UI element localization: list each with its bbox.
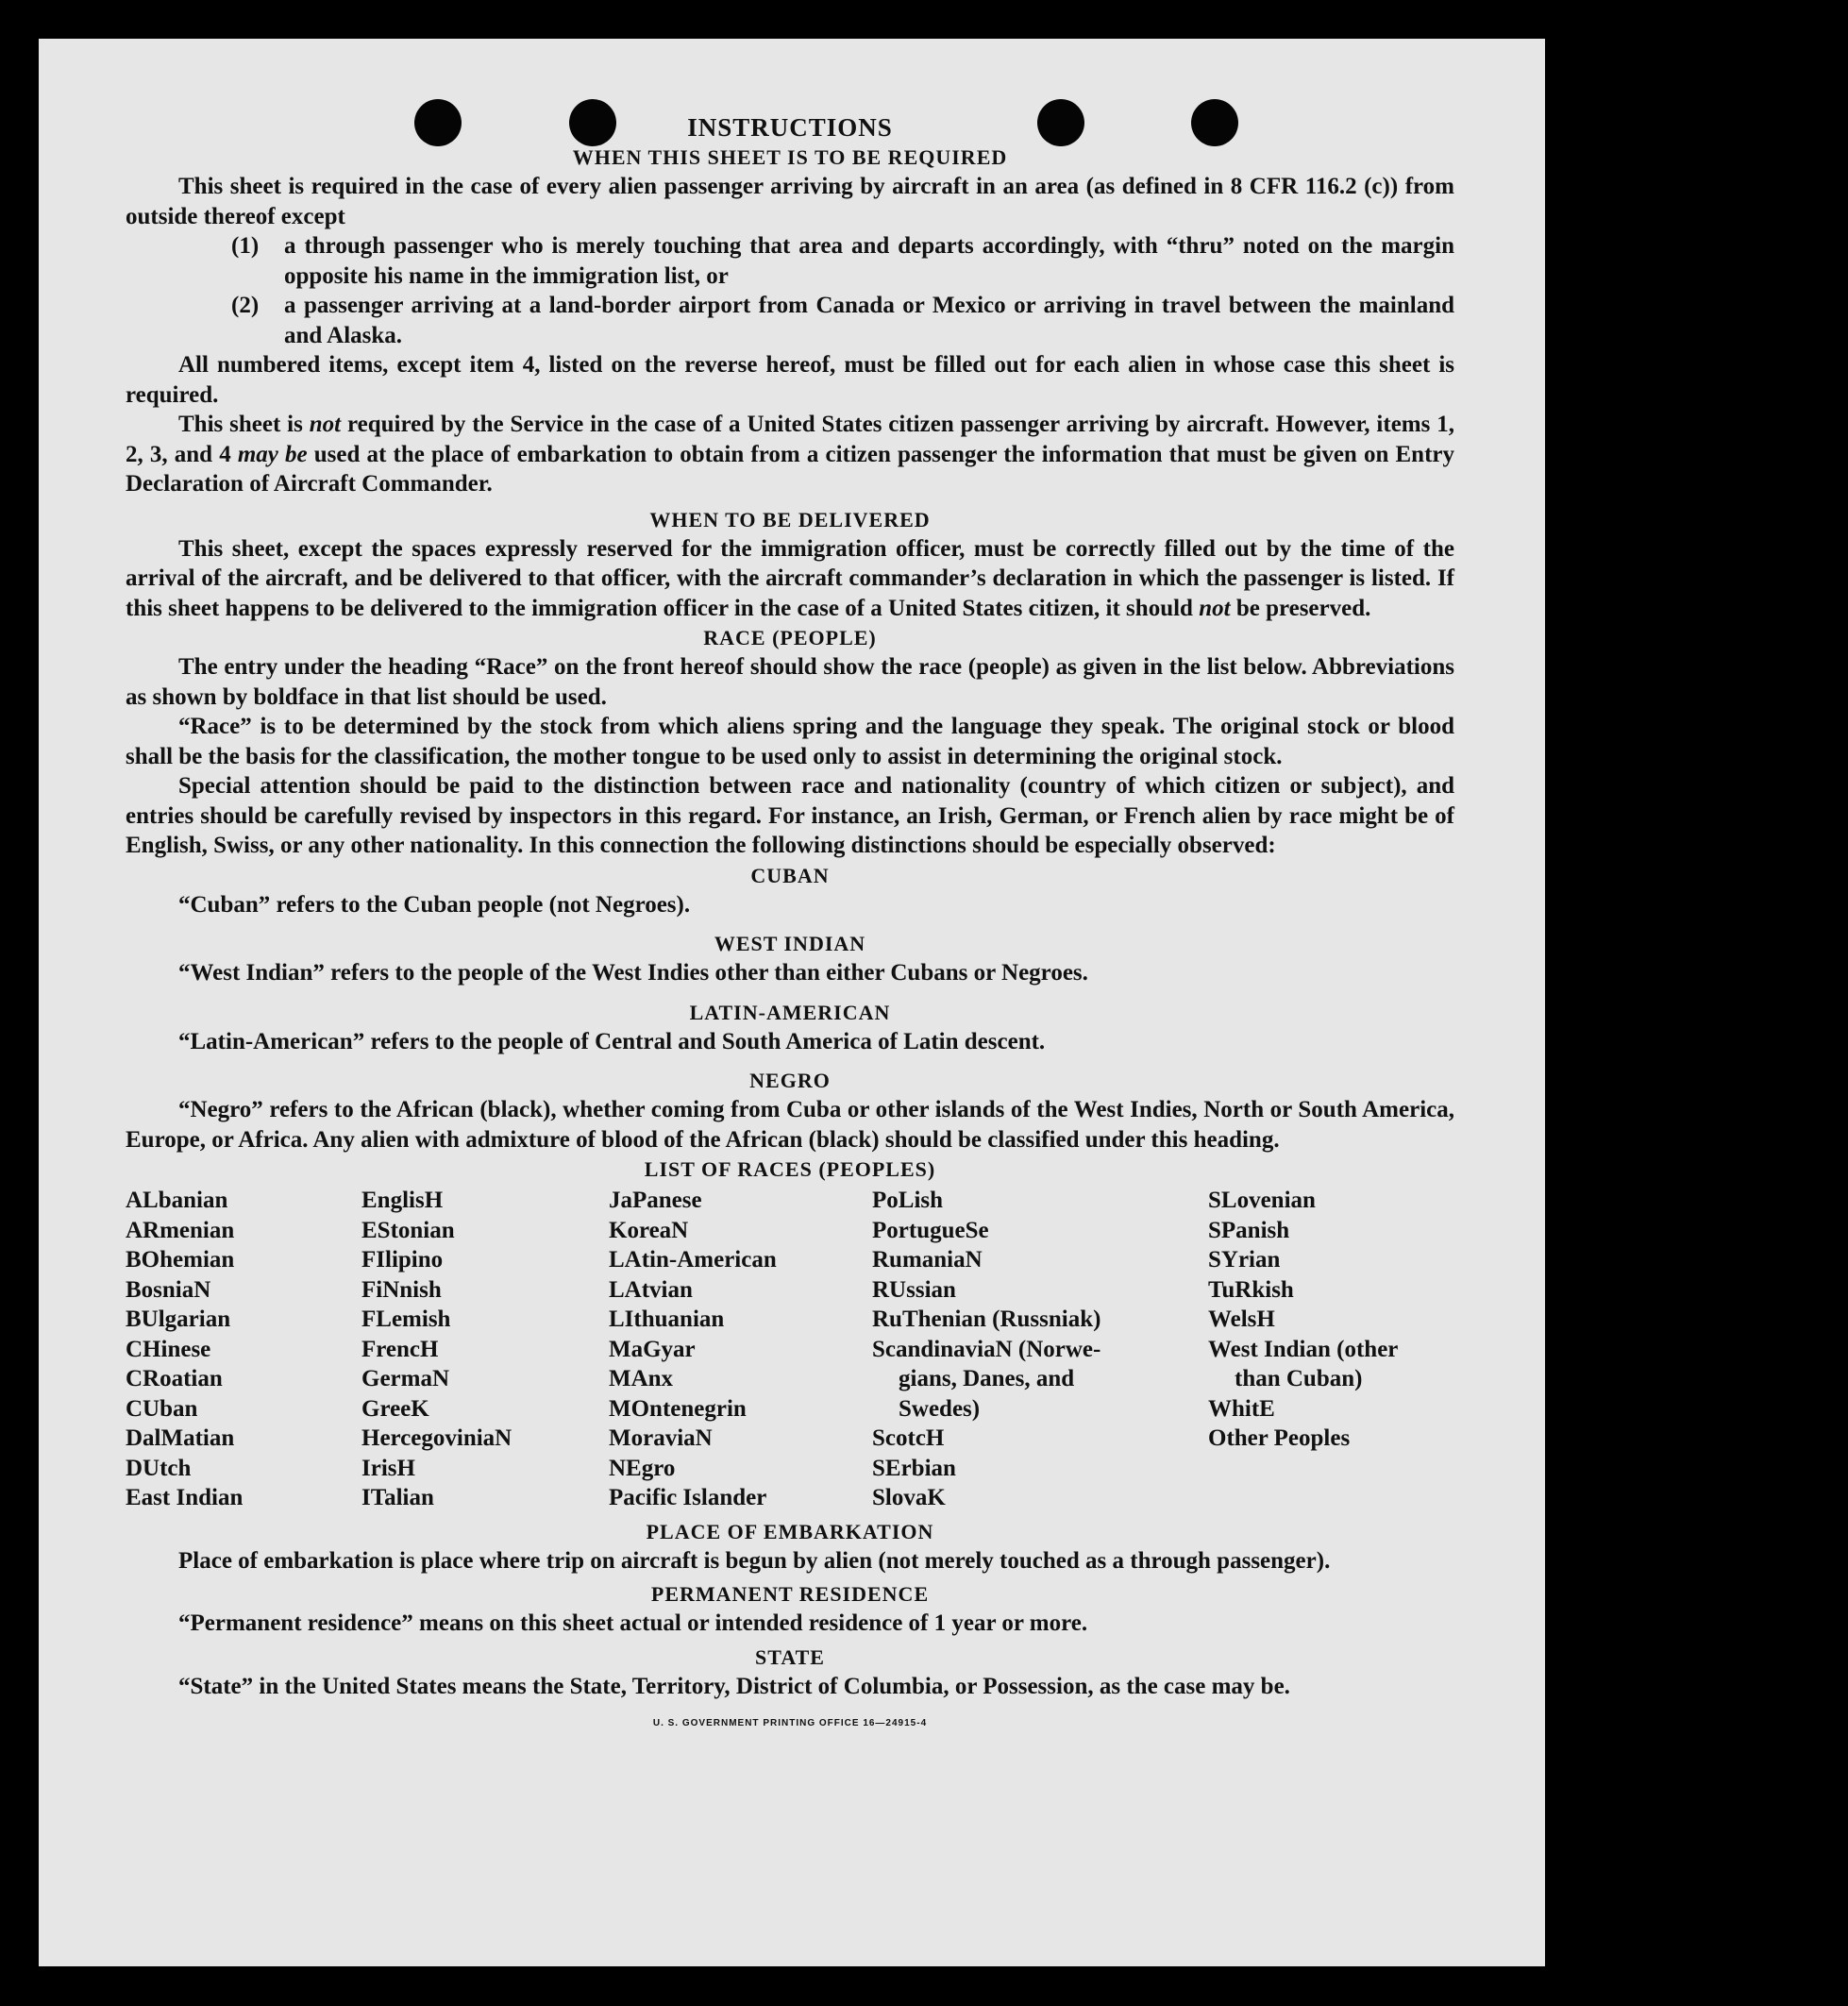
race-item: CRoatian (126, 1366, 223, 1391)
text-run: be preserved. (1230, 595, 1371, 621)
section-heading-residence: PERMANENT RESIDENCE (650, 1582, 930, 1606)
exception-item (126, 291, 1454, 350)
race-item: MoraviaN (609, 1425, 713, 1451)
race-item: BUlgarian (126, 1306, 231, 1332)
paragraph: “Permanent residence” means on this sheet actual or intended residence of 1 year or more. (178, 1610, 1088, 1636)
race-item: LAtvian (609, 1276, 693, 1303)
race-item: SErbian (872, 1455, 956, 1481)
race-item: ScandinaviaN (Norwe- (872, 1336, 1101, 1362)
race-item: EStonian (361, 1217, 455, 1243)
item-text: a passenger arriving at a land-border airport from Canada or Mexico or arriving in travel between the mainland and Alaska. (284, 293, 1454, 348)
race-item: RumaniaN (872, 1247, 983, 1273)
section-heading-cuban: CUBAN (750, 863, 830, 887)
emphasis: may be (237, 441, 308, 467)
paragraph: “West Indian” refers to the people of the West Indies other than either Cubans or Negroes. (178, 960, 1088, 986)
race-item: than Cuban) (1235, 1366, 1363, 1391)
race-column (126, 1186, 361, 1513)
paragraph: “Cuban” refers to the Cuban people (not Negroes). (178, 891, 691, 918)
paragraph: All numbered items, except item 4, listed on the reverse hereof, must be filled out for each alien in whose case this sheet is required. (126, 352, 1454, 408)
race-item: BosniaN (126, 1276, 211, 1303)
race-item: WhitE (1208, 1395, 1275, 1422)
section-heading-state: STATE (755, 1644, 825, 1669)
race-item: SLovenian (1208, 1188, 1316, 1213)
race-item: BOhemian (126, 1247, 235, 1273)
race-column (361, 1186, 609, 1513)
paragraph: The entry under the heading “Race” on the front hereof should show the race (people) as given in the list below. Abbreviations as shown by boldface in that list should be used. (126, 654, 1454, 710)
race-column (609, 1186, 872, 1513)
race-column (872, 1186, 1208, 1513)
race-item: ALbanian (126, 1188, 228, 1213)
text-run: This sheet is (178, 412, 310, 437)
race-item: MOntenegrin (609, 1395, 747, 1422)
race-list (126, 1186, 1454, 1513)
race-column (1208, 1186, 1454, 1513)
race-item: DalMatian (126, 1425, 235, 1451)
race-item: SYrian (1208, 1247, 1281, 1273)
text-run: This sheet, except the spaces expressly reserved for the immigration officer, must be correctly filled out by the time of the arrival of the aircraft, and be delivered to that officer, with the aircraft commander’s declaration in which the passenger is listed. If this sheet happens to be delivered to the immigration officer in the case of a United States citizen, it should (126, 535, 1454, 621)
item-number: (1) (231, 233, 260, 259)
text-run: used at the place of embarkation to obtain from a citizen passenger the information that must be given on Entry Declaration of Aircraft Commander. (126, 441, 1454, 497)
race-item: NEgro (609, 1455, 676, 1481)
instructions-content (126, 112, 1454, 1728)
race-item: DUtch (126, 1455, 192, 1481)
race-item: JaPanese (609, 1188, 702, 1213)
race-item: Other Peoples (1208, 1425, 1351, 1451)
paragraph: Special attention should be paid to the distinction between race and nationality (country of which citizen or subject), and entries should be carefully revised by inspectors in this regard. For instance, an Irish, German, or French alien by race might be of English, Swiss, or any other nationality. In this connection the following distinctions should be especially observed: (126, 773, 1454, 858)
race-item: PortugueSe (872, 1217, 989, 1243)
item-text: a through passenger who is merely touching that area and departs accordingly, with “thru” noted on the margin opposite his name in the immigration list, or (284, 233, 1454, 289)
section-heading-race: RACE (PEOPLE) (703, 626, 877, 649)
race-item: EnglisH (361, 1188, 444, 1213)
race-item: SPanish (1208, 1217, 1290, 1243)
race-item: FLemish (361, 1306, 451, 1332)
paragraph (126, 410, 1454, 499)
race-item: LIthuanian (609, 1306, 725, 1332)
race-item: FrencH (361, 1336, 439, 1362)
race-item: CUban (126, 1395, 198, 1422)
race-item: LAtin-American (609, 1247, 777, 1273)
exception-item (126, 231, 1454, 291)
race-item: GreeK (361, 1395, 429, 1422)
paragraph: “Negro” refers to the African (black), whether coming from Cuba or other islands of the West Indies, North or South America, Europe, or Africa. Any alien with admixture of blood of the African (black) should be classified under this heading. (126, 1097, 1454, 1153)
race-item: RuThenian (Russniak) (872, 1306, 1101, 1332)
paragraph (126, 534, 1454, 624)
race-item: West Indian (other (1208, 1336, 1399, 1362)
paragraph: This sheet is required in the case of every alien passenger arriving by aircraft in an area (as defined in 8 CFR 116.2 (c)) from outside thereof except (126, 174, 1454, 229)
section-heading-race-list: LIST OF RACES (PEOPLES) (644, 1157, 936, 1181)
race-item: Swedes) (899, 1395, 981, 1422)
race-item: KoreaN (609, 1217, 689, 1243)
race-item: SlovaK (872, 1485, 946, 1510)
emphasis: not (1199, 595, 1231, 621)
section-heading-delivered: WHEN TO BE DELIVERED (649, 507, 931, 531)
paragraph: “Race” is to be determined by the stock from which aliens spring and the language they speak. The original stock or blood shall be the basis for the classification, the mother tongue to be used only to assist in determining the original stock. (126, 714, 1454, 769)
race-item: HercegoviniaN (361, 1425, 512, 1451)
race-item: TuRkish (1208, 1276, 1294, 1303)
item-number: (2) (231, 293, 260, 318)
race-item: MaGyar (609, 1336, 696, 1362)
race-item: gians, Danes, and (899, 1366, 1075, 1391)
race-item: Pacific Islander (609, 1485, 767, 1510)
section-heading-negro: NEGRO (749, 1069, 831, 1092)
race-item: GermaN (361, 1366, 450, 1391)
race-item: FiNnish (361, 1276, 442, 1303)
race-item: MAnx (609, 1366, 674, 1391)
section-heading-required: WHEN THIS SHEET IS TO BE REQUIRED (572, 145, 1008, 169)
section-heading-west-indian: WEST INDIAN (714, 932, 866, 955)
paragraph: “Latin-American” refers to the people of Central and South America of Latin descent. (178, 1028, 1046, 1054)
race-item: ARmenian (126, 1217, 235, 1243)
page-title: INSTRUCTIONS (687, 113, 893, 142)
race-item: FIlipino (361, 1247, 444, 1273)
section-heading-embarkation: PLACE OF EMBARKATION (646, 1519, 934, 1543)
paragraph: “State” in the United States means the State, Territory, District of Columbia, or Possession, as the case may be. (178, 1673, 1290, 1699)
race-item: WelsH (1208, 1306, 1275, 1332)
section-heading-latin-american: LATIN-AMERICAN (689, 1000, 891, 1024)
race-item: ITalian (361, 1485, 434, 1510)
race-item: East Indian (126, 1485, 244, 1510)
race-item: ScotcH (872, 1425, 945, 1451)
race-item: RUssian (872, 1276, 956, 1303)
text-run: required by the Service in the case of a United States citizen passenger arriving by aircraft. However, items 1, 2, 3, and 4 (126, 412, 1454, 467)
race-item: CHinese (126, 1336, 211, 1362)
emphasis: not (309, 412, 342, 437)
race-item: PoLish (872, 1188, 944, 1213)
paragraph: Place of embarkation is place where trip on aircraft is begun by alien (not merely touched as a through passenger). (178, 1547, 1331, 1574)
printing-office-footer: U. S. GOVERNMENT PRINTING OFFICE 16—24915-4 (652, 1718, 928, 1728)
document-page (39, 39, 1545, 1966)
race-item: IrisH (361, 1455, 415, 1481)
